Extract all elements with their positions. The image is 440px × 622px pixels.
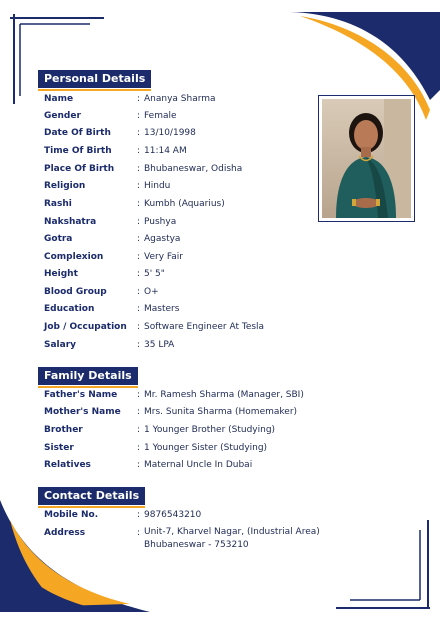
row-separator: : [137,164,141,174]
row-label: Religion [44,181,86,191]
row-value: Kumbh (Aquarius) [144,199,225,209]
profile-photo [322,99,411,218]
contact-details-heading: Contact Details [38,487,145,505]
row-separator: : [137,217,141,227]
row-value: Maternal Uncle In Dubai [144,460,253,470]
row-label: Mobile No. [44,510,99,520]
row-separator: : [137,322,141,332]
row-value: 1 Younger Sister (Studying) [144,443,268,453]
row-separator: : [137,443,141,453]
address-line-1: Unit-7, Kharvel Nagar, (Industrial Area) [144,527,320,537]
row-separator: : [137,287,141,297]
row-separator: : [137,111,141,121]
row-label: Time Of Birth [44,146,112,156]
row-value: 11:14 AM [144,146,187,156]
row-value: Mr. Ramesh Sharma (Manager, SBI) [144,390,304,400]
row-value: 9876543210 [144,510,202,520]
row-label: Gender [44,111,81,121]
row-value: Mrs. Sunita Sharma (Homemaker) [144,407,298,417]
row-value: Female [144,111,177,121]
row-value: Masters [144,304,180,314]
address-line-2: Bhubaneswar - 753210 [144,540,249,550]
row-label: Name [44,94,74,104]
row-separator: : [137,390,141,400]
row-label: Date Of Birth [44,128,111,138]
row-label: Education [44,304,95,314]
personal-details-heading: Personal Details [38,70,151,88]
row-label: Address [44,528,86,538]
row-separator: : [137,528,141,538]
row-label: Gotra [44,234,73,244]
row-label: Height [44,269,78,279]
row-value [144,526,320,552]
row-value: Agastya [144,234,181,244]
row-separator: : [137,181,141,191]
profile-photo-frame [318,95,415,222]
row-label: Complexion [44,252,104,262]
row-label: Sister [44,443,74,453]
row-separator: : [137,510,141,520]
row-label: Place Of Birth [44,164,115,174]
row-separator: : [137,269,141,279]
row-label: Relatives [44,460,91,470]
row-label: Brother [44,425,83,435]
row-value: O+ [144,287,159,297]
row-value: 5' 5" [144,269,165,279]
row-label: Blood Group [44,287,107,297]
row-value: 13/10/1998 [144,128,196,138]
row-label: Nakshatra [44,217,97,227]
row-label: Mother's Name [44,407,121,417]
row-label: Job / Occupation [44,322,127,332]
row-separator: : [137,407,141,417]
row-separator: : [137,128,141,138]
row-label: Father's Name [44,390,118,400]
row-separator: : [137,304,141,314]
row-value: Software Engineer At Tesla [144,322,265,332]
row-value: 35 LPA [144,340,175,350]
row-label: Rashi [44,199,72,209]
row-separator: : [137,460,141,470]
row-separator: : [137,425,141,435]
row-separator: : [137,340,141,350]
family-details-heading: Family Details [38,367,138,385]
row-separator: : [137,234,141,244]
row-separator: : [137,199,141,209]
row-value: Hindu [144,181,171,191]
row-value: 1 Younger Brother (Studying) [144,425,276,435]
row-value: Ananya Sharma [144,94,216,104]
row-separator: : [137,252,141,262]
row-value: Very Fair [144,252,183,262]
row-separator: : [137,94,141,104]
row-separator: : [137,146,141,156]
row-value: Bhubaneswar, Odisha [144,164,243,174]
row-label: Salary [44,340,77,350]
row-value: Pushya [144,217,177,227]
